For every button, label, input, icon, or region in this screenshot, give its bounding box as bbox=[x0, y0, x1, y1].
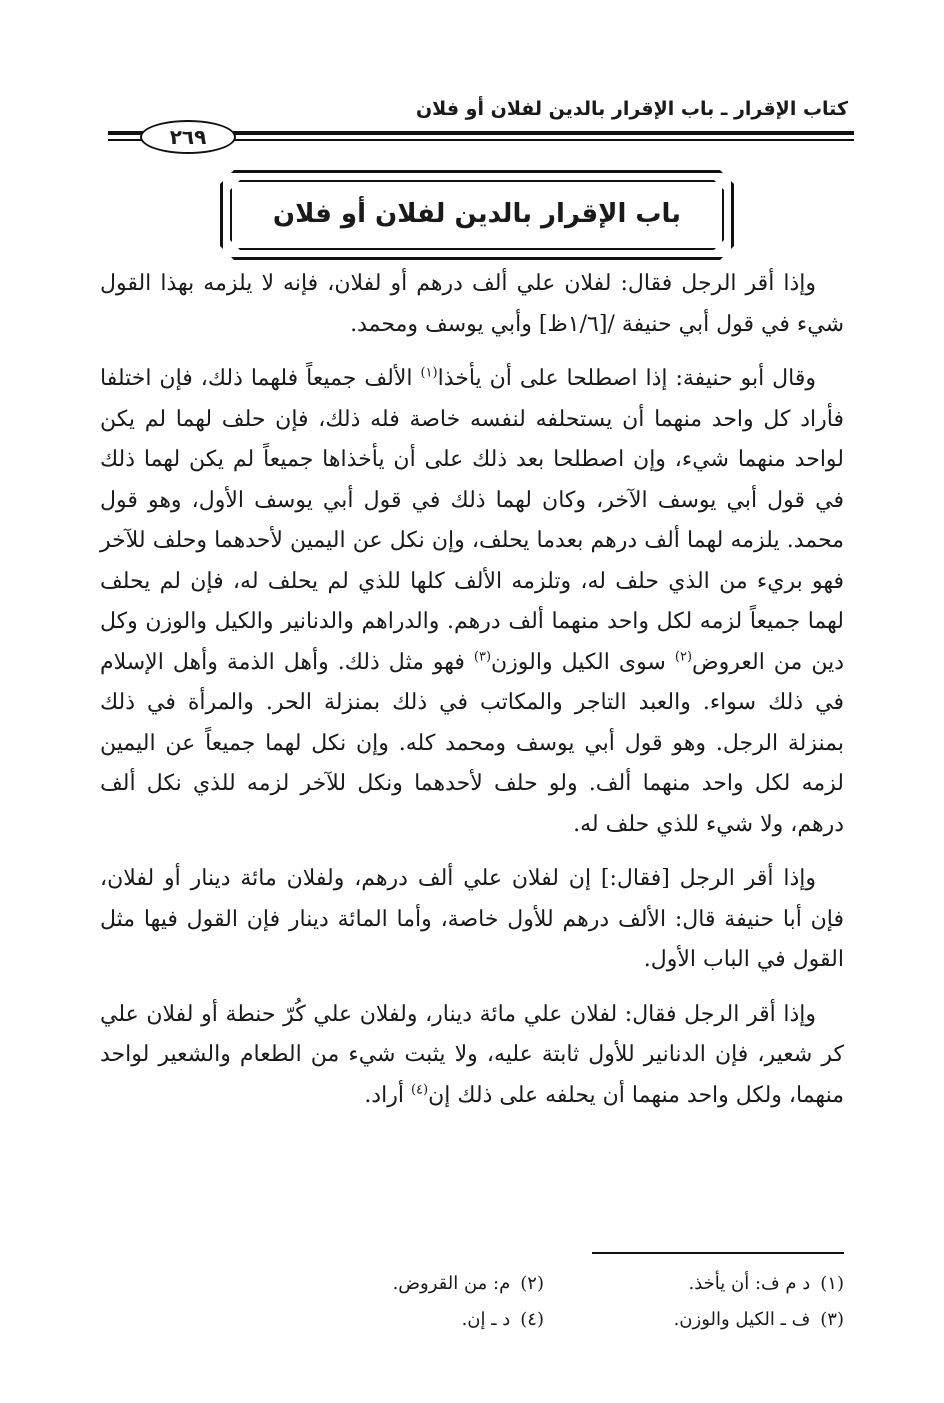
paragraph-text: وإذا أقر الرجل [فقال:] إن لفلان علي ألف درهم، ولفلان مائة دينار أو لفلان، فإن أبا حنيفة قال: الألف درهم للأول خاصة، وأما المائة دينار فإن القول فيها مثل القول في الباب الأول. bbox=[100, 866, 844, 972]
footnote-number: (٢) bbox=[520, 1273, 544, 1294]
body-text bbox=[100, 264, 844, 1130]
footnote-2 bbox=[244, 1266, 544, 1302]
paragraph-text: سوى الكيل والوزن bbox=[491, 649, 675, 675]
footnote-marker: (٣) bbox=[473, 649, 492, 665]
footnote-row bbox=[244, 1302, 844, 1338]
footnote-number: (٤) bbox=[520, 1309, 544, 1330]
paragraph-text: وقال أبو حنيفة: إذا اصطلحا على أن يأخذا bbox=[437, 366, 816, 391]
paragraph-text: وإذا أقر الرجل فقال: لفلان علي ألف درهم أو لفلان، فإنه لا يلزمه بهذا القول شيء في قول أبي حنيفة /[١/٦ظ] وأبي يوسف ومحمد. bbox=[100, 271, 844, 337]
footnote-row bbox=[244, 1266, 844, 1302]
footnote-text: م: من القروض. bbox=[392, 1273, 511, 1294]
footnote-3 bbox=[544, 1302, 844, 1338]
footnote-number: (١) bbox=[820, 1273, 844, 1294]
paragraph-text: فهو مثل ذلك. وأهل الذمة وأهل الإسلام في ذلك سواء. والعبد التاجر والمكاتب في ذلك بمنزلة الحر. والمرأة في ذلك بمنزلة الرجل. وهو قول أبي يوسف ومحمد كله. وإن نكل لهما جميعاً عن اليمين لزمه لكل واحد منهما ألف. ولو حلف لأحدهما ونكل للآخر لزمه للذي نكل ألف درهم، ولا شيء للذي حلف له. bbox=[100, 649, 844, 837]
paragraph-text: أراد. bbox=[364, 1082, 411, 1108]
page-number-badge: ٢٦٩ bbox=[140, 120, 236, 154]
footnote-number: (٣) bbox=[820, 1309, 844, 1330]
paragraph bbox=[100, 359, 844, 845]
paragraph bbox=[100, 859, 844, 981]
footnote-text: د م ف: أن يأخذ. bbox=[688, 1273, 811, 1294]
footnote-marker: (٤) bbox=[410, 1082, 429, 1098]
running-header-title: كتاب الإقرار ـ باب الإقرار بالدين لفلان أو فلان bbox=[415, 98, 848, 120]
paragraph bbox=[100, 264, 844, 345]
footnote-4 bbox=[244, 1302, 544, 1338]
paragraph bbox=[100, 995, 844, 1117]
paragraph-text: الألف جميعاً فلهما ذلك، فإن اختلفا فأراد كل واحد منهما أن يستحلفه لنفسه خاصة فله ذلك، فإن حلف لهما لم يكن لواحد منهما شيء، وإن اصطلحا بعد ذلك على أن يأخذاها جميعاً لم يكن لهما ذلك في قول أبي يوسف الآخر، وكان لهما ذلك في قول أبي يوسف الأول، وهو قول محمد. يلزمه لهما ألف درهم بعدما يحلف، وإن نكل عن اليمين لأحدهما وحلف للآخر فهو بريء من الذي حلف له، وتلزمه الألف كلها للذي لم يحلف له، فإن لم يحلف لهما جميعاً لزمه لكل واحد منهما ألف درهم. والدراهم والدنانير والكيل والوزن وكل دين من العروض bbox=[100, 366, 844, 675]
footnote-text: د ـ إن. bbox=[461, 1309, 511, 1330]
footnote-marker: (٢) bbox=[674, 649, 693, 665]
paragraph-text: وإذا أقر الرجل فقال: لفلان علي مائة دينار، ولفلان علي كُرّ حنطة أو لفلان علي كر شعير، فإن الدنانير للأول ثابتة عليه، ولا يثبت شيء من الطعام والشعير لواحد منهما، ولكل واحد منهما أن يحلفه على ذلك إن bbox=[100, 1001, 844, 1108]
footnotes bbox=[244, 1266, 844, 1338]
footnote-text: ف ـ الكيل والوزن. bbox=[673, 1309, 811, 1330]
footnote-marker: (١) bbox=[420, 365, 438, 381]
footnote-1 bbox=[544, 1266, 844, 1302]
footnote-separator bbox=[592, 1252, 844, 1254]
chapter-title: باب الإقرار بالدين لفلان أو فلان bbox=[272, 199, 682, 229]
